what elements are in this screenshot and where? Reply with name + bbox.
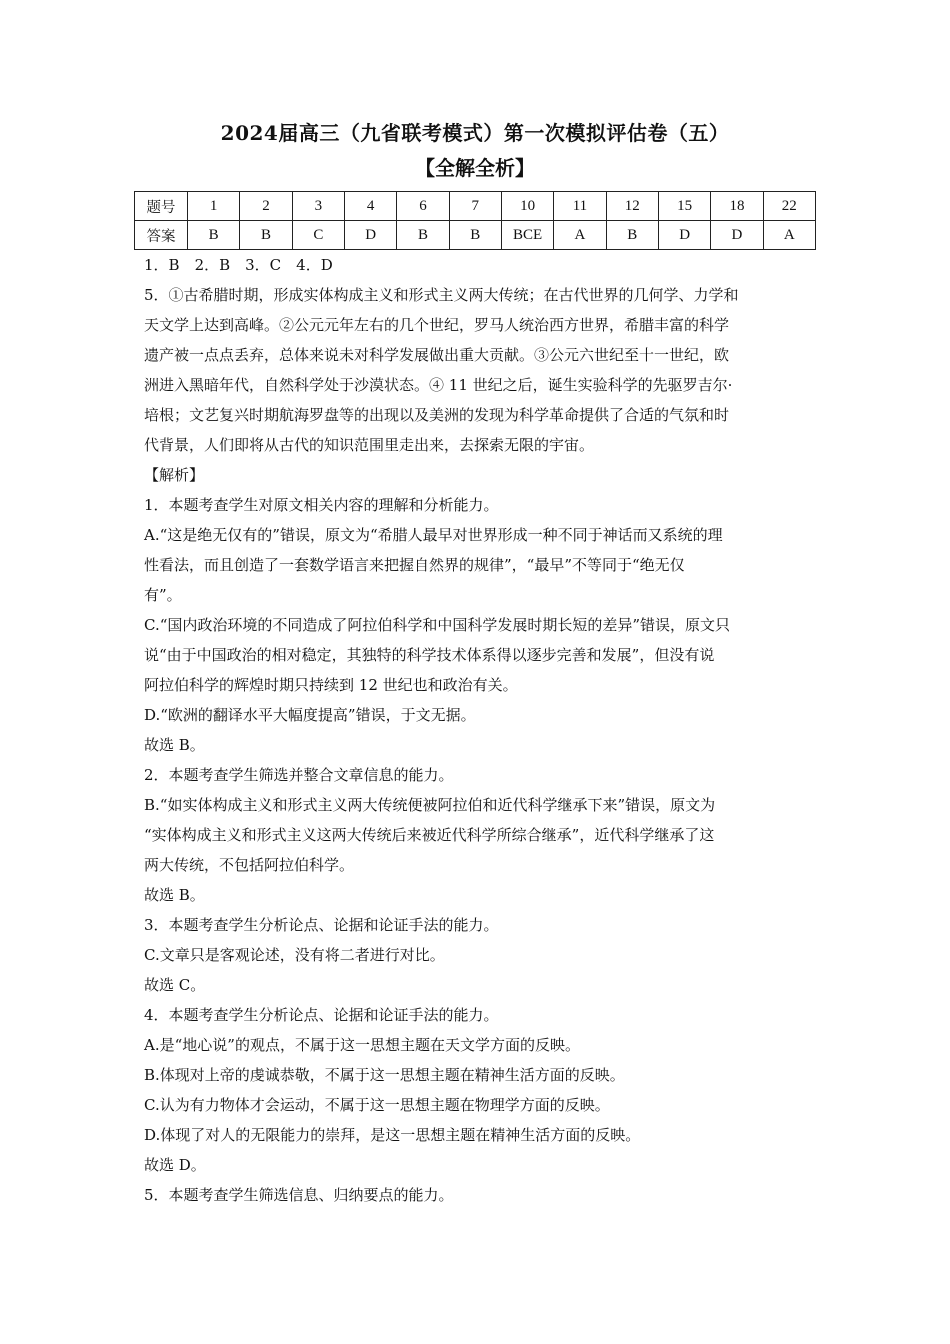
question-number-cell: 10	[501, 192, 553, 221]
answer-cell: B	[606, 221, 658, 250]
paragraph-line: 故选 D。	[144, 1156, 206, 1174]
question-number-cell: 12	[606, 192, 658, 221]
paragraph-line: 阿拉伯科学的辉煌时期只持续到 12 世纪也和政治有关。	[144, 676, 518, 694]
paragraph-line: B.体现对上帝的虔诚恭敬，不属于这一思想主题在精神生活方面的反映。	[144, 1066, 625, 1084]
question-number-cell: 18	[711, 192, 763, 221]
paragraph-line: C.“国内政治环境的不同造成了阿拉伯科学和中国科学发展时期长短的差异”错误，原文只	[144, 616, 731, 634]
answer-table	[134, 191, 816, 250]
section-heading: 【解析】	[144, 466, 205, 484]
answer-summary-line: 1．B 2．B 3．C 4．D	[144, 256, 333, 274]
explanation-body	[144, 250, 812, 1210]
answer-table-answer-row	[135, 221, 816, 250]
answer-cell: B	[397, 221, 449, 250]
paragraph-line: 性看法，而且创造了一套数学语言来把握自然界的规律”，“最早”不等同于“绝无仅	[144, 556, 685, 574]
paragraph-line: 2．本题考查学生筛选并整合文章信息的能力。	[144, 766, 454, 784]
answer-cell: D	[711, 221, 763, 250]
paragraph-line: 代背景，人们即将从古代的知识范围里走出来，去探索无限的宇宙。	[144, 436, 595, 454]
table-header-label: 题号	[135, 192, 188, 221]
question-number-cell: 6	[397, 192, 449, 221]
question-number-cell: 15	[658, 192, 710, 221]
question-number-cell: 11	[554, 192, 606, 221]
answer-cell: A	[554, 221, 606, 250]
answer-table-header-row	[135, 192, 816, 221]
paragraph-line: 1．本题考查学生对原文相关内容的理解和分析能力。	[144, 496, 499, 514]
question-number-cell: 22	[763, 192, 815, 221]
paragraph-line: 洲进入黑暗年代，自然科学处于沙漠状态。④ 11 世纪之后，诞生实验科学的先驱罗吉尔·	[144, 376, 733, 394]
paragraph-line: 两大传统，不包括阿拉伯科学。	[144, 856, 355, 874]
paragraph-line: 故选 B。	[144, 886, 205, 904]
paragraph-line: 3．本题考查学生分析论点、论据和论证手法的能力。	[144, 916, 499, 934]
question-number-cell: 4	[344, 192, 396, 221]
answer-cell: C	[292, 221, 344, 250]
paragraph-line: 说“由于中国政治的相对稳定，其独特的科学技术体系得以逐步完善和发展”，但没有说	[144, 646, 715, 664]
paragraph-line: A.“这是绝无仅有的”错误，原文为“希腊人最早对世界形成一种不同于神话而又系统的理	[144, 526, 723, 544]
paragraph-line: C.认为有力物体才会运动，不属于这一思想主题在物理学方面的反映。	[144, 1096, 610, 1114]
paragraph-line: 有”。	[144, 586, 182, 604]
paragraph-line: 故选 B。	[144, 736, 205, 754]
paragraph-line: 5．本题考查学生筛选信息、归纳要点的能力。	[144, 1186, 454, 1204]
paragraph-line: C.文章只是客观论述，没有将二者进行对比。	[144, 946, 445, 964]
paragraph-line: B.“如实体构成主义和形式主义两大传统便被阿拉伯和近代科学继承下来”错误，原文为	[144, 796, 716, 814]
question-number-cell: 2	[240, 192, 292, 221]
paragraph-line: 5．①古希腊时期，形成实体构成主义和形式主义两大传统；在古代世界的几何学、力学和	[144, 286, 739, 304]
answer-cell: D	[658, 221, 710, 250]
answer-cell: A	[763, 221, 815, 250]
answer-cell: B	[188, 221, 240, 250]
question-number-cell: 7	[449, 192, 501, 221]
page-subtitle: 【全解全析】	[415, 156, 535, 180]
answer-cell: B	[240, 221, 292, 250]
paragraph-line: A.是“地心说”的观点，不属于这一思想主题在天文学方面的反映。	[144, 1036, 580, 1054]
paragraph-line: 故选 C。	[144, 976, 206, 994]
paragraph-line: 培根；文艺复兴时期航海罗盘等的出现以及美洲的发现为科学革命提供了合适的气氛和时	[144, 406, 730, 424]
paragraph-line: 4．本题考查学生分析论点、论据和论证手法的能力。	[144, 1006, 499, 1024]
paragraph-line: D.“欧洲的翻译水平大幅度提高”错误，于文无据。	[144, 706, 476, 724]
page-title: 2024届高三（九省联考模式）第一次模拟评估卷（五）	[220, 121, 730, 145]
table-answer-label: 答案	[135, 221, 188, 250]
paragraph-line: 遗产被一点点丢弃，总体来说未对科学发展做出重大贡献。③公元六世纪至十一世纪，欧	[144, 346, 730, 364]
paragraph-line: 天文学上达到高峰。②公元元年左右的几个世纪，罗马人统治西方世界，希腊丰富的科学	[144, 316, 730, 334]
answer-cell: B	[449, 221, 501, 250]
paragraph-line: D.体现了对人的无限能力的崇拜，是这一思想主题在精神生活方面的反映。	[144, 1126, 641, 1144]
question-number-cell: 1	[188, 192, 240, 221]
question-number-cell: 3	[292, 192, 344, 221]
answer-cell: BCE	[501, 221, 553, 250]
answer-cell: D	[344, 221, 396, 250]
paragraph-line: “实体构成主义和形式主义这两大传统后来被近代科学所综合继承”，近代科学继承了这	[144, 826, 715, 844]
